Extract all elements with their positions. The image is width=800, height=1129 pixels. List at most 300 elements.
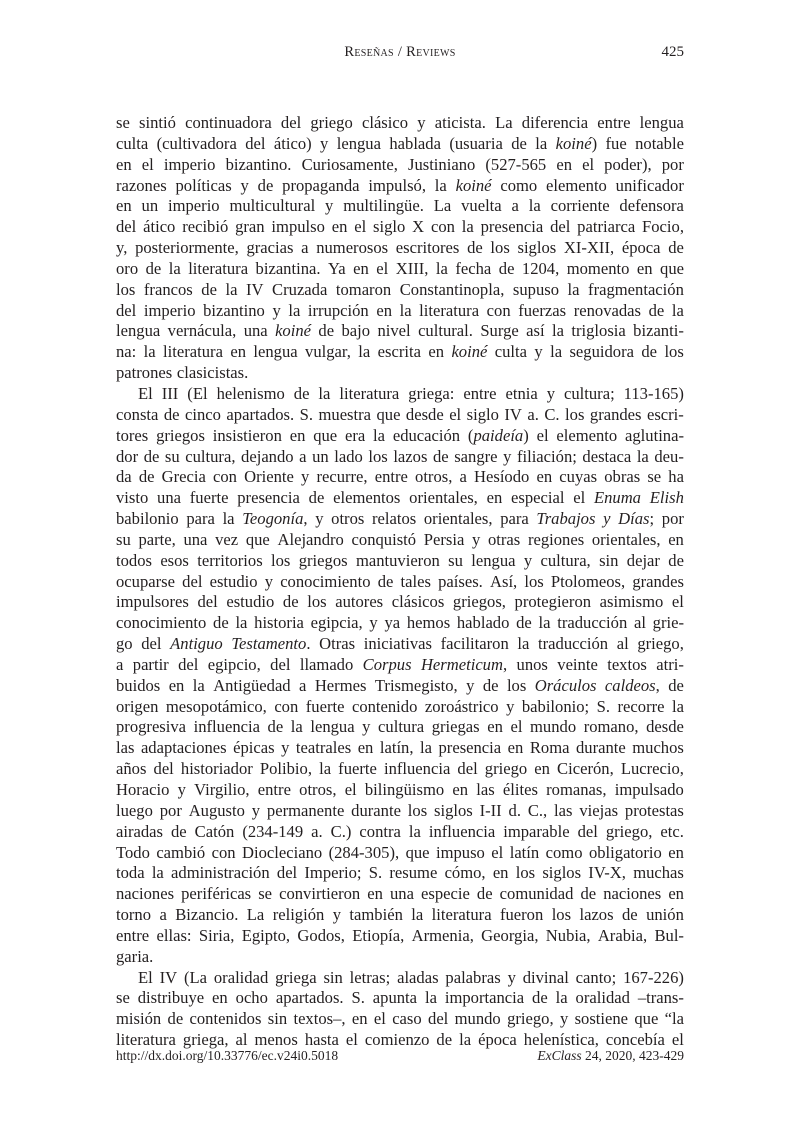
word: en — [668, 842, 684, 862]
word: mundo — [530, 717, 577, 737]
word: que — [660, 258, 684, 278]
word: en — [353, 258, 369, 278]
word: griega — [275, 967, 317, 987]
word: de — [318, 321, 335, 341]
journal-citation — [537, 1048, 684, 1064]
word: en — [351, 1009, 368, 1029]
doi-link[interactable]: http://dx.doi.org/10.33776/ec.v24i0.5018 — [116, 1048, 339, 1063]
word: las — [116, 738, 135, 758]
word: Persia — [423, 529, 465, 549]
word: la — [528, 196, 541, 216]
word: la — [411, 905, 424, 925]
word: lengua — [471, 550, 516, 570]
word: koiné — [455, 175, 492, 195]
word: el — [354, 217, 367, 237]
word: cultural. — [418, 321, 473, 341]
word: razones — [116, 175, 167, 195]
word: épicas — [233, 738, 275, 758]
word: en — [536, 467, 553, 487]
word: oralidad — [213, 967, 269, 987]
word: imparable — [503, 821, 570, 841]
word: (cultivadora — [156, 133, 237, 153]
word: orientales, — [591, 529, 661, 549]
word: del — [141, 634, 162, 654]
word: la — [567, 279, 580, 299]
text-line — [116, 467, 684, 488]
text-line — [116, 697, 684, 718]
word: y — [281, 738, 290, 758]
word: de — [436, 1030, 453, 1050]
word: zoroástrico — [424, 696, 499, 716]
word: S. — [351, 988, 365, 1008]
word: desde — [646, 717, 684, 737]
word: imperio — [143, 300, 196, 320]
text-line — [116, 1009, 684, 1030]
word: influencia — [383, 759, 451, 779]
word: la — [222, 509, 235, 529]
word: cinco — [185, 404, 221, 424]
word: la — [143, 342, 156, 362]
word: el — [582, 154, 595, 174]
word: ha — [668, 467, 684, 487]
word: durante — [575, 738, 626, 758]
word: al — [235, 1030, 248, 1050]
word: de — [377, 571, 394, 591]
word: al — [633, 613, 646, 633]
word: parte, — [138, 529, 176, 549]
word: estudio — [209, 571, 258, 591]
word: muestra — [318, 404, 372, 424]
word: partir — [132, 654, 169, 674]
word: da — [116, 467, 132, 487]
word: traducción — [538, 634, 609, 654]
word: Bizancio. — [175, 905, 239, 925]
word: y — [523, 550, 533, 570]
text-line — [116, 321, 684, 342]
word: clásico — [361, 113, 409, 132]
word: tores — [116, 425, 149, 445]
word: Godos, — [297, 925, 345, 945]
word: impulsó, — [368, 175, 426, 195]
word: X — [412, 217, 425, 237]
word: atri- — [656, 654, 684, 674]
word: en — [534, 759, 550, 779]
word: de — [580, 884, 597, 904]
word: iniciativas — [363, 634, 432, 654]
word: caso — [392, 1009, 422, 1029]
word: élites — [502, 780, 538, 799]
word: Enuma — [593, 488, 641, 508]
word: la — [555, 988, 568, 1008]
word: Georgia, — [481, 925, 539, 945]
word: teatrales — [295, 738, 352, 758]
word: en — [116, 196, 132, 216]
word: Curiosamente, — [301, 154, 398, 174]
word: gran — [235, 217, 265, 237]
word: siglo — [373, 217, 406, 237]
word: cultura — [378, 717, 425, 737]
word: la — [461, 217, 474, 237]
word: de — [511, 133, 527, 153]
word: cultura; — [564, 383, 615, 403]
word: Arabia, — [597, 925, 648, 945]
word: numerosos — [316, 238, 389, 258]
word: para — [500, 509, 529, 529]
word: y — [506, 696, 515, 716]
word: torno — [116, 905, 152, 925]
word: Catón — [194, 821, 235, 841]
word: su — [116, 529, 131, 549]
word: d. — [508, 800, 521, 820]
word: del — [457, 759, 478, 779]
word: Antiguo — [170, 634, 223, 654]
word: de — [267, 717, 284, 737]
word: del — [245, 133, 266, 153]
word: un — [312, 446, 329, 466]
text-line — [116, 259, 684, 280]
word: palabras — [445, 967, 501, 987]
word: y, — [116, 238, 128, 258]
word: oro — [116, 258, 139, 278]
word: Nubia, — [545, 925, 591, 945]
word: una — [157, 488, 182, 508]
word: S. — [368, 863, 383, 883]
word: historiador — [180, 759, 253, 779]
word: literatura — [339, 383, 400, 403]
word: que — [245, 529, 270, 549]
word: corriente — [550, 196, 610, 216]
word: literatura — [163, 342, 223, 362]
word: estudio — [226, 592, 275, 612]
text-line — [116, 113, 684, 134]
word: dejando — [241, 446, 294, 466]
word: en — [668, 529, 684, 549]
word: contenidos — [189, 1009, 262, 1029]
word: origen — [116, 696, 159, 716]
word: apunta — [372, 988, 418, 1008]
word: el — [376, 258, 389, 278]
word: en — [331, 217, 348, 237]
word: a — [159, 905, 167, 925]
word: Elish — [649, 488, 684, 508]
word: C.) — [330, 821, 352, 841]
word: 1204, — [521, 258, 560, 278]
word: unión — [646, 905, 684, 925]
word: la — [358, 342, 371, 362]
word: la — [517, 634, 530, 654]
word: vulgar, — [305, 342, 351, 362]
word: aticista. — [434, 113, 486, 132]
word: griego, — [507, 1009, 554, 1029]
word: Virgilio, — [194, 780, 250, 799]
word: menos — [254, 1030, 298, 1050]
word: ático — [143, 217, 176, 237]
text-line — [116, 551, 684, 572]
text-line — [116, 843, 684, 864]
word: ellas: — [156, 925, 192, 945]
word: con — [486, 300, 511, 320]
word: El — [138, 967, 153, 987]
word: impulso — [271, 217, 325, 237]
word: los — [271, 550, 291, 570]
word: territorios — [197, 550, 263, 570]
word: latín, — [379, 738, 414, 758]
word: de — [476, 884, 493, 904]
text-line — [116, 572, 684, 593]
word: y — [466, 675, 475, 695]
word: babilonio — [116, 509, 179, 529]
word: comienzo — [364, 1030, 430, 1050]
word: el — [510, 717, 523, 737]
word: Roma — [529, 738, 570, 758]
word: historia — [254, 613, 304, 633]
word: griegos — [156, 425, 205, 445]
word: seguidora — [569, 342, 634, 362]
word: fuerzas — [518, 300, 567, 320]
word: Trabajos — [536, 509, 596, 529]
word: escritores — [395, 238, 460, 258]
word: la — [235, 613, 248, 633]
word: a. — [527, 404, 539, 424]
word: clásicos — [391, 592, 445, 612]
word: literatura — [116, 1030, 176, 1050]
word: época — [478, 1030, 517, 1050]
word: el — [373, 1009, 386, 1029]
word: y — [503, 446, 512, 466]
word: Grecia — [161, 467, 206, 487]
word: otras — [487, 529, 521, 549]
word: etnia — [505, 383, 538, 403]
word: cultura, — [540, 550, 591, 570]
word: desde — [405, 404, 444, 424]
word: y — [417, 113, 426, 132]
word: periféricas — [181, 884, 252, 904]
word: y — [362, 717, 371, 737]
word: presencia — [237, 488, 300, 508]
text-line — [116, 363, 684, 384]
word: fuerte — [338, 759, 377, 779]
word: Diocleciano — [242, 842, 323, 862]
word: diferencia — [521, 113, 589, 132]
word: Imperio; — [304, 863, 362, 883]
word: con — [212, 467, 237, 487]
word: Teogonía, — [242, 509, 308, 529]
running-head — [116, 44, 684, 68]
word: en — [486, 488, 503, 508]
word: y — [264, 571, 274, 591]
word: romanas, — [546, 780, 607, 799]
text-line — [116, 238, 684, 259]
word: griegos — [298, 550, 348, 570]
word: llamado — [299, 654, 354, 674]
word: del — [280, 113, 302, 132]
word: por — [661, 509, 684, 529]
text-line — [116, 196, 684, 217]
word: y — [177, 780, 186, 799]
word: 167-226) — [623, 967, 684, 987]
word: muchos — [632, 738, 684, 758]
word: de — [143, 446, 160, 466]
word: influencia — [428, 821, 496, 841]
text-line — [116, 717, 684, 738]
word: en — [507, 738, 524, 758]
text-line — [116, 530, 684, 551]
word: elementos — [333, 488, 401, 508]
word: la — [168, 258, 181, 278]
word: y — [251, 800, 261, 820]
word: su — [164, 446, 180, 466]
word: a — [116, 654, 124, 674]
word: permanente — [266, 800, 345, 820]
text-line — [116, 301, 684, 322]
word: del — [116, 217, 137, 237]
word: adaptaciones — [140, 738, 227, 758]
word: y — [559, 1009, 569, 1029]
word: clasicistas. — [176, 363, 249, 383]
word: los — [116, 279, 136, 299]
text-line — [116, 655, 684, 676]
word: lengua — [336, 133, 381, 153]
word: la — [225, 279, 238, 299]
word: aladas — [397, 967, 439, 987]
word: la — [550, 342, 563, 362]
word: otros, — [299, 780, 337, 799]
word: se — [116, 113, 130, 132]
text-line — [116, 801, 684, 822]
word: griego — [484, 759, 528, 779]
word: irrupción — [307, 300, 369, 320]
word: visto — [116, 488, 149, 508]
word: del — [276, 863, 298, 883]
word: Armenia, — [411, 925, 474, 945]
text-line — [116, 176, 684, 197]
word: naciones — [603, 884, 662, 904]
word: propaganda — [282, 175, 360, 195]
word: I-II — [479, 800, 502, 820]
word: el — [573, 488, 586, 508]
word: hablado — [456, 613, 510, 633]
word: deu- — [654, 446, 684, 466]
word: La — [246, 905, 265, 925]
word: bizantino. — [225, 154, 292, 174]
word: y — [325, 196, 334, 216]
word: literatura — [431, 905, 492, 925]
word: defensora — [619, 196, 684, 216]
word: Lucrecio, — [620, 759, 684, 779]
word: unificador — [615, 175, 684, 195]
word: imperio — [163, 154, 216, 174]
word: francos — [143, 279, 193, 299]
word: sintió — [139, 113, 176, 132]
word: multicultural — [229, 196, 316, 216]
word: religión — [272, 905, 325, 925]
word: a — [299, 675, 307, 695]
word: de — [516, 613, 532, 633]
word: vez — [215, 529, 239, 549]
word: con — [274, 696, 299, 716]
text-line — [116, 134, 684, 155]
word: de — [482, 675, 499, 695]
word: griego — [310, 113, 353, 132]
word: go — [116, 634, 133, 654]
word: impulsores — [116, 592, 189, 612]
word: la — [399, 300, 412, 320]
text-line — [116, 863, 684, 884]
word: en — [428, 342, 445, 362]
text-line — [116, 988, 684, 1009]
word: las — [554, 800, 573, 820]
word: se — [116, 988, 130, 1008]
citation-details: 24, 2020, 423-429 — [581, 1048, 684, 1063]
word: elemento — [546, 175, 607, 195]
word: mantuvieron — [355, 550, 440, 570]
word: de — [201, 279, 217, 299]
text-line — [116, 884, 684, 905]
word: Bul- — [654, 925, 684, 945]
word: de — [257, 175, 274, 195]
word: otros, — [415, 467, 453, 487]
word: la — [288, 300, 301, 320]
word: Así, — [490, 571, 518, 591]
word: en — [487, 717, 503, 737]
word: administración — [171, 863, 270, 883]
word: fueron — [499, 905, 544, 925]
word: (La — [183, 967, 208, 987]
word: su — [448, 550, 463, 570]
word: mesopotámico, — [165, 696, 267, 716]
word: el — [671, 592, 684, 612]
word: airadas — [116, 821, 163, 841]
word: muchas — [633, 863, 684, 883]
word: Testamento. — [231, 634, 311, 654]
word: del — [577, 821, 598, 841]
word: koiné) — [555, 133, 598, 153]
word: a — [299, 446, 307, 466]
word: nivel — [377, 321, 411, 341]
word: regiones — [527, 529, 585, 549]
word: koiné — [451, 342, 488, 362]
word: en — [116, 154, 132, 174]
word: Hesíodo — [474, 467, 530, 487]
word: a — [301, 238, 309, 258]
text-line — [116, 926, 684, 947]
word: el — [491, 842, 504, 862]
word: C., — [527, 800, 548, 820]
word: posteriormente, — [135, 238, 239, 258]
word: Augusto — [188, 800, 245, 820]
word: del — [428, 1009, 449, 1029]
word: de — [308, 488, 325, 508]
word: lengua — [116, 321, 161, 341]
word: resume — [389, 863, 438, 883]
word: patrones — [116, 363, 173, 383]
word: y — [507, 967, 516, 987]
word: entre — [597, 113, 631, 132]
word: sin — [323, 967, 343, 987]
word: viejas — [579, 800, 619, 820]
word: recorre — [617, 696, 665, 716]
word: aglutina- — [625, 425, 684, 445]
word: Ya — [327, 258, 346, 278]
word: época — [621, 238, 661, 258]
word: recurre, — [316, 467, 368, 487]
word: la — [551, 321, 564, 341]
word: gracias — [246, 238, 294, 258]
word: la — [318, 383, 331, 403]
word: vernácula, — [167, 321, 237, 341]
text-line — [116, 280, 684, 301]
word: griegos, — [452, 592, 506, 612]
